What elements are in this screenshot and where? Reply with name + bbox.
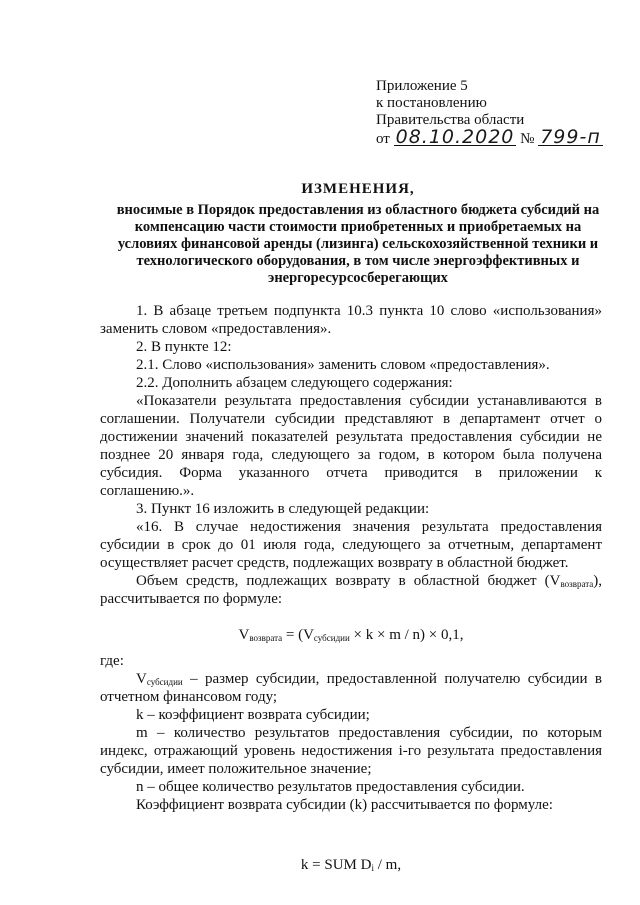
formula2-sub: i (371, 863, 374, 873)
where-label: где: (100, 653, 124, 669)
definition-v-subsidy (100, 670, 602, 706)
formula-v-sub: возврата (249, 633, 283, 643)
formula2-right: / m, (373, 857, 402, 873)
volume-subscript: возврата (560, 579, 594, 589)
volume-end: ), рассчитывается по формуле: (100, 573, 602, 607)
appendix-label: Приложение 5 (376, 78, 468, 94)
formula-v: V (238, 627, 250, 643)
definition-k: k – коэффициент возврата субсидии; (136, 707, 370, 723)
number-sign: № (520, 131, 535, 147)
definition-m: m – количество результатов предоставления субсидии, по которым индекс, отражающий уровень недостижения i-го результата предоставления субсидии, имеет положительное значение; (100, 725, 602, 777)
paragraph-2: 2. В пункте 12: (136, 339, 232, 355)
formula-return-volume (100, 626, 602, 644)
def-v-sub: субсидии (146, 677, 183, 687)
def-v-text: – размер субсидии, предоставленной получателю субсидии в отчетном финансовом году; (100, 671, 602, 705)
volume-text: Объем средств, подлежащих возврату в областной бюджет (V (136, 573, 561, 589)
handwritten-date: 08.10.2020 (395, 126, 515, 148)
def-v: V (136, 671, 147, 687)
formula-rest: × k × m / n) × 0,1, (349, 627, 464, 643)
title-block (110, 180, 606, 287)
handwritten-number: 799-п (540, 126, 601, 148)
document-title: ИЗМЕНЕНИЯ, (301, 181, 415, 197)
formula-coefficient (100, 856, 602, 874)
document-subtitle: вносимые в Порядок предоставления из областного бюджета субсидий на компенсацию части стоимости приобретенных и приобретаемых на условиях финансовой аренды (лизинга) сельскохозяйственной техники и технологического оборудования, в том числе энергоэффективных и энергоресурсосберегающих (116, 202, 600, 286)
paragraph-1: 1. В абзаце третьем подпункта 10.3 пункта 10 слово «использования» заменить словом «предоставления». (100, 303, 602, 337)
paragraph-volume (100, 572, 602, 608)
paragraph-16: «16. В случае недостижения значения результата предоставления субсидии в срок до 01 июля года, следующего за отчетным, департамент осуществляет расчет средств, подлежащих возврату в областной бюджет. (100, 519, 602, 571)
paragraph-2-2: 2.2. Дополнить абзацем следующего содержания: (136, 375, 453, 391)
paragraph-3: 3. Пункт 16 изложить в следующей редакции: (136, 501, 430, 517)
formula-eq: = (V (282, 627, 314, 643)
paragraph-2-1: 2.1. Слово «использования» заменить словом «предоставления». (136, 357, 550, 373)
appendix-header (376, 78, 616, 148)
paragraph-coefficient: Коэффициент возврата субсидии (k) рассчитывается по формуле: (136, 797, 553, 813)
government-label: Правительства области (376, 112, 525, 128)
date-prefix: от (376, 131, 390, 147)
document-body (100, 302, 602, 874)
formula2-left: k = SUM D (300, 857, 372, 873)
resolution-label: к постановлению (376, 95, 487, 111)
formula-s-sub: субсидии (313, 633, 350, 643)
paragraph-quote-indicators: «Показатели результата предоставления субсидии устанавливаются в соглашении. Получатели субсидии представляют в департамент отчет о достижении значений показателей результата предоставления субсидии не позднее 20 января года, следующего за годом, в котором была получена субсидия. Форма указанного отчета приводится в приложении к соглашению.». (100, 393, 602, 499)
date-number-line (376, 126, 616, 148)
definition-n: n – общее количество результатов предоставления субсидии. (136, 779, 525, 795)
